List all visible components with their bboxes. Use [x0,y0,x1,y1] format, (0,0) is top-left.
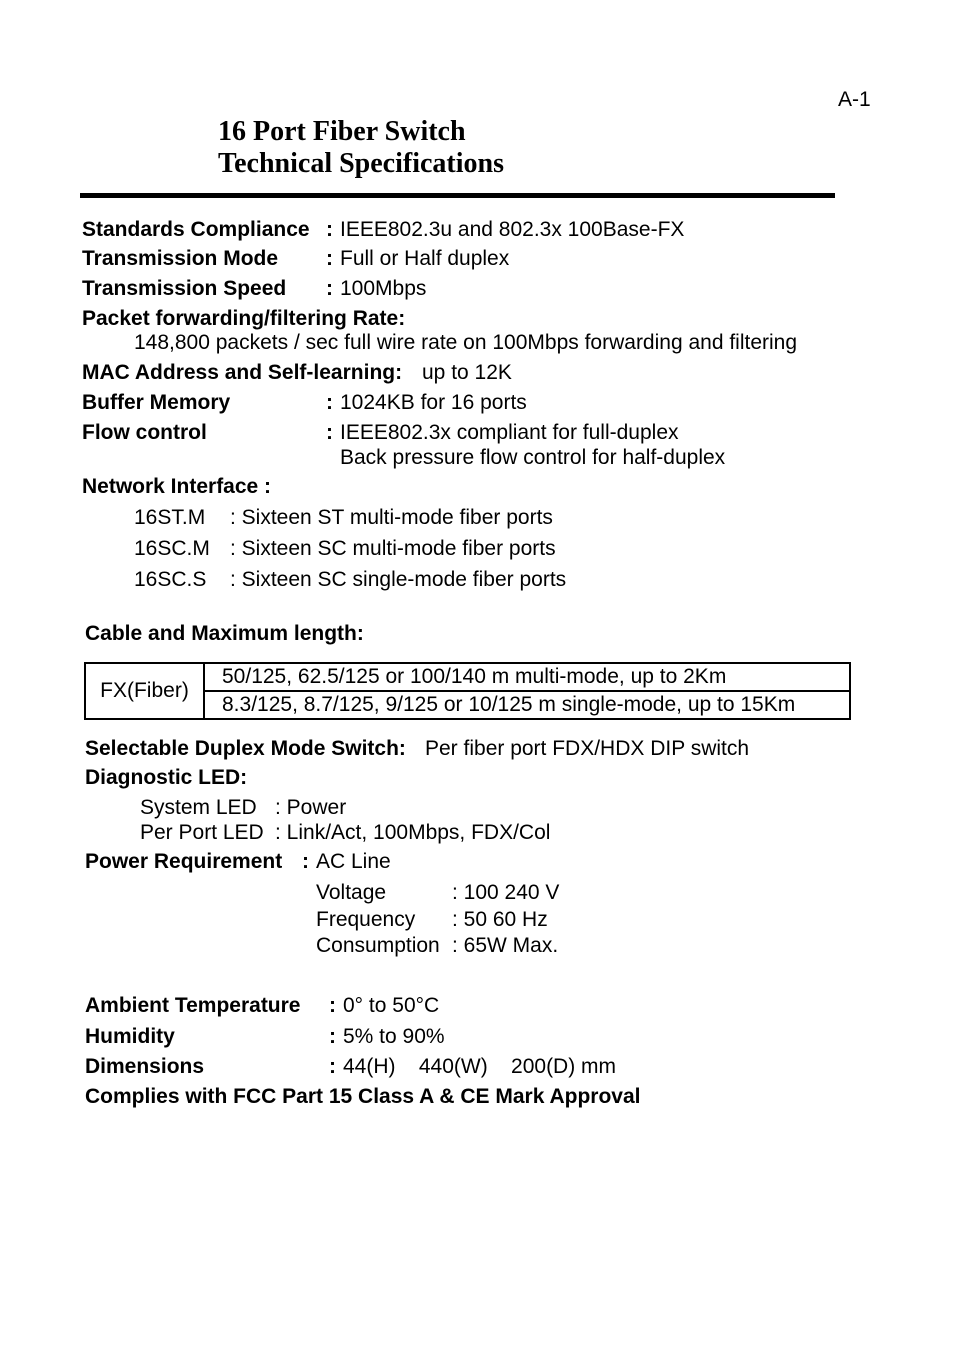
page-title-line-2: Technical Specifications [218,148,504,179]
network-item-model: 16SC.M [134,537,210,560]
temperature-sep: : [329,994,336,1017]
perport-led-name: Per Port LED [140,821,264,844]
buffer-label: Buffer Memory [82,391,231,414]
network-item-desc: : Sixteen SC multi-mode fiber ports [230,537,556,560]
diagnostic-label: Diagnostic LED: [85,766,248,789]
voltage-value: : 100 240 V [452,881,560,904]
frequency-name: Frequency [316,908,416,931]
dimensions-sep: : [329,1055,336,1078]
cable-heading: Cable and Maximum length: [85,622,364,645]
table-row [85,663,850,691]
packet-rate-label: Packet forwarding/filtering Rate: [82,307,406,330]
duplex-switch-value: Per fiber port FDX/HDX DIP switch [425,737,750,760]
network-interface-label: Network Interface : [82,475,272,498]
transmission-speed-value: 100Mbps [340,277,427,300]
perport-led-value: : Link/Act, 100Mbps, FDX/Col [275,821,551,844]
system-led-name: System LED [140,796,257,819]
humidity-label: Humidity [85,1025,175,1048]
temperature-label: Ambient Temperature [85,994,301,1017]
cable-type: FX(Fiber) [85,663,204,719]
cable-table [84,662,851,720]
standards-sep: : [326,218,333,241]
title-divider [80,193,835,198]
cable-row-multimode: 50/125, 62.5/125 or 100/140 m multi-mode, up to 2Km [204,663,850,691]
buffer-value: 1024KB for 16 ports [340,391,527,414]
compliance-statement: Complies with FCC Part 15 Class A & CE Mark Approval [85,1085,641,1108]
power-sep: : [302,850,309,873]
temperature-value: 0° to 50°C [343,994,440,1017]
mac-label: MAC Address and Self-learning: [82,361,403,384]
consumption-value: : 65W Max. [452,934,559,957]
flow-sep: : [326,421,333,444]
transmission-speed-sep: : [326,277,333,300]
standards-value: IEEE802.3u and 802.3x 100Base-FX [340,218,685,241]
transmission-mode-label: Transmission Mode [82,247,279,270]
duplex-switch-label: Selectable Duplex Mode Switch: [85,737,406,760]
flow-value-1: IEEE802.3x compliant for full-duplex [340,421,679,444]
page-number: A-1 [838,88,871,111]
flow-label: Flow control [82,421,207,444]
transmission-speed-label: Transmission Speed [82,277,287,300]
transmission-mode-value: Full or Half duplex [340,247,510,270]
power-label: Power Requirement [85,850,283,873]
network-item-model: 16SC.S [134,568,207,591]
dimensions-label: Dimensions [85,1055,205,1078]
buffer-sep: : [326,391,333,414]
network-item-model: 16ST.M [134,506,206,529]
network-item-desc: : Sixteen ST multi-mode fiber ports [230,506,553,529]
packet-rate-value: 148,800 packets / sec full wire rate on 100Mbps forwarding and filtering [134,331,798,354]
mac-value: up to 12K [422,361,512,384]
transmission-mode-sep: : [326,247,333,270]
page-title-line-1: 16 Port Fiber Switch [218,116,466,147]
humidity-sep: : [329,1025,336,1048]
flow-value-2: Back pressure flow control for half-duplex [340,446,726,469]
consumption-name: Consumption [316,934,440,957]
frequency-value: : 50 60 Hz [452,908,548,931]
voltage-name: Voltage [316,881,387,904]
system-led-value: : Power [275,796,347,819]
humidity-value: 5% to 90% [343,1025,445,1048]
standards-label: Standards Compliance [82,218,310,241]
power-value: AC Line [316,850,391,873]
network-item-desc: : Sixteen SC single-mode fiber ports [230,568,567,591]
dimensions-value: 44(H) 440(W) 200(D) mm [343,1055,617,1078]
cable-row-singlemode: 8.3/125, 8.7/125, 9/125 or 10/125 m single-mode, up to 15Km [204,691,850,719]
